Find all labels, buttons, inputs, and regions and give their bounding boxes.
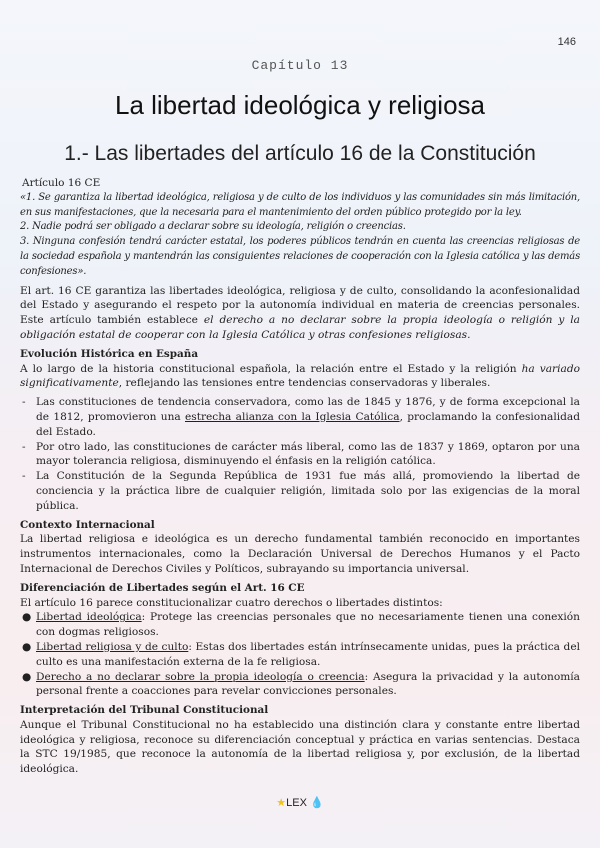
evolucion-paragraph [20,362,580,392]
quote-line: «1. Se garantiza la libertad ideológica, religiosa y de culto de los individuos y las comunidades sin más limitación, en sus manifestaciones, que la necesaria para el mantenimiento del orden público protegido por la ley. [20,191,580,218]
list-item: - La Constitución de la Segunda República de 1931 fue más allá, promoviendo la libertad de conciencia y la práctica libre de cualquier religión, limitada solo por las exigencias de la moral pública. [22,470,580,512]
text: , reflejando las tensiones entre tendencias conservadoras y liberales. [118,377,491,390]
evolucion-list [20,395,580,513]
list-item: ● Libertad religiosa y de culto: Estas dos libertades están intrínsecamente unidas, pues la práctica del culto es una manifestación externa de la fe religiosa. [22,640,580,668]
text: A lo largo de la historia constitucional española, la relación entre el Estado y la religión [20,362,522,375]
chapter-label: Capítulo 13 [251,58,349,73]
intro-paragraph [20,284,580,343]
list-item: - Por otro lado, las constituciones de carácter más liberal, como las de 1837 y 1869, optaron por una mayor tolerancia religiosa, disminuyendo el énfasis en la religión católica. [22,440,580,468]
star-icon: ★ [276,797,287,809]
page-number: 146 [557,36,576,48]
list-item: ● Derecho a no declarar sobre la propia ideología o creencia: Asegura la privacidad y la autonomía personal frente a coacciones para revelar convicciones personales. [22,670,580,698]
text: La Constitución de la Segunda República de 1931 fue más allá, promoviendo la libertad de conciencia y la práctica libre de cualquier religión, limitada solo por las exigencias de la moral pública. [36,470,580,512]
intro-italic: el derecho a no declarar sobre la propia ideología o religión y la obligación estatal de cooperar con la Iglesia Católica y otras confesiones religiosas. [20,314,580,341]
text: : Estas dos libertades están intrínsecamente unidas, pues la práctica del culto es una manifestación externa de la fe religiosa. [36,640,580,668]
tribunal-paragraph: Aunque el Tribunal Constitucional no ha establecido una distinción clara y constante entre libertad ideológica y religiosa, reconoce su diferenciación conceptual y práctica en varias sentencias. Destaca la STC 19/1985, que reconoce la autonomía de la libertad religiosa y, por exclusión, de la libertad ideológica. [20,718,580,776]
heading-tribunal: Interpretación del Tribunal Constitucional [20,704,269,717]
section-title: 1.- Las libertades del artículo 16 de la Constitución [64,142,536,165]
heading-evolucion: Evolución Histórica en España [20,347,199,360]
term: Libertad ideológica [36,611,142,624]
contexto-paragraph: La libertad religiosa e ideológica es un derecho fundamental también reconocido en importantes instrumentos internacionales, como la Declaración Universal de Derechos Humanos y el Pacto Internacional de Derechos Civiles y Políticos, subrayando su importancia universal. [20,533,580,575]
heading-diferenciacion: Diferenciación de Libertades según el Art. 16 CE [20,581,305,594]
page-title: La libertad ideológica y religiosa [114,90,485,120]
drop-icon: 💧 [310,797,324,809]
quote-line: 3. Ninguna confesión tendrá carácter estatal, los poderes públicos tendrán en cuenta las creencias religiosas de la sociedad española y mantendrán las consiguientes relaciones de cooperación con la Iglesia católica y las demás confesiones». [20,236,580,277]
footer-logo [0,796,600,809]
text: Por otro lado, las constituciones de carácter más liberal, como las de 1837 y 1869, optaron por una mayor tolerancia religiosa, disminuyendo el énfasis en la religión católica. [36,440,580,468]
article-heading: Artículo 16 CE [22,177,101,189]
text: Las constituciones de tendencia conservadora, como las de 1845 y 1876, y de forma excepcional la de 1812, promovieron una [36,396,580,423]
text: , proclamando la confesionalidad del Estado. [36,410,580,438]
heading-contexto: Contexto Internacional [20,518,155,531]
text: : Asegura la privacidad y la autonomía personal frente a coacciones para revelar convicciones personales. [36,670,580,698]
term: Derecho a no declarar sobre la propia ideología o creencia [36,670,365,683]
underlined-text: estrecha alianza con la Iglesia Católica [185,410,400,423]
intro-text: El art. 16 CE garantiza las libertades ideológica, religiosa y de culto, consolidando la aconfesionalidad del Estado y asegurando el respeto por la autonomía individual en materia de creencias personales. Este artículo también establece [20,284,580,327]
list-item: - Las constituciones de tendencia conservadora, como las de 1845 y 1876, y de forma excepcional la de 1812, promovieron una estrecha alianza con la Iglesia Católica, proclamando la confesionalidad del Estado. [22,396,580,438]
quote-line: 2. Nadie podrá ser obligado a declarar sobre su ideología, religión o creencias. [20,221,406,233]
article-quote [20,191,580,280]
document-body [20,176,580,781]
footer-label: LEX [286,797,307,809]
list-item: ● Libertad ideológica: Protege las creencias personales que no necesariamente tienen una conexión con dogmas religiosos. [22,611,580,639]
diferenciacion-list [20,610,580,699]
italic-text: ha variado significativamente [20,362,580,390]
term: Libertad religiosa y de culto [36,640,189,653]
text: : Protege las creencias personales que no necesariamente tienen una conexión con dogmas religiosos. [36,611,580,639]
diferenciacion-paragraph: El artículo 16 parece constitucionalizar cuatro derechos o libertades distintos: [20,596,443,609]
